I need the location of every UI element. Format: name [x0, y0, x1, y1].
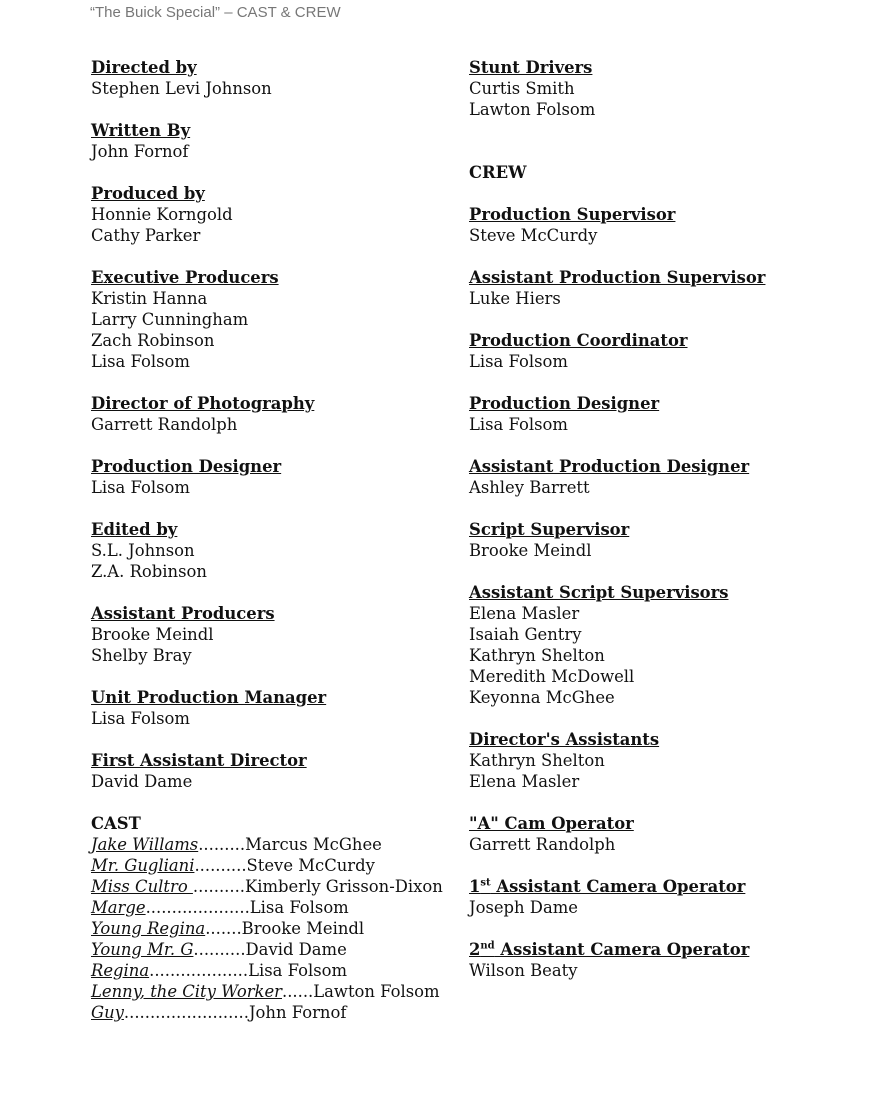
cast-entry — [91, 960, 451, 981]
cast-leader-dots: .......... — [192, 877, 246, 896]
heading-text: Assistant Camera Operator — [494, 940, 750, 959]
cast-leader-dots: ....... — [205, 919, 242, 938]
credit-heading: Unit Production Manager — [91, 688, 327, 707]
cast-role: Jake Willams — [91, 835, 199, 854]
cast-entry — [91, 834, 451, 855]
credit-name: Kathryn Shelton — [469, 646, 605, 665]
cast-role: Regina — [91, 961, 150, 980]
cast-actor: Marcus McGhee — [245, 835, 382, 854]
credit-produced-by — [91, 183, 451, 246]
cast-role: Young Regina — [91, 919, 206, 938]
cast-leader-dots: .................... — [145, 898, 250, 917]
credit-name: Stephen Levi Johnson — [91, 79, 272, 98]
cast-role: Lenny, the City Worker — [91, 982, 282, 1001]
credit-name: Joseph Dame — [469, 898, 578, 917]
cast-entry — [91, 876, 451, 897]
credit-name: Luke Hiers — [469, 289, 561, 308]
credit-first-assistant-director — [91, 750, 451, 792]
crew-heading-section — [469, 162, 869, 183]
cast-actor: Lisa Folsom — [248, 961, 348, 980]
right-column — [469, 57, 869, 1002]
cast-heading: CAST — [91, 814, 141, 833]
credit-name: Lisa Folsom — [91, 478, 190, 497]
credit-assistant-production-designer — [469, 456, 869, 498]
credit-heading: Written By — [91, 121, 191, 140]
credit-name: Brooke Meindl — [469, 541, 592, 560]
credit-heading: Production Designer — [91, 457, 282, 476]
credit-assistant-script-supervisors — [469, 582, 869, 708]
credit-name: Lisa Folsom — [469, 352, 568, 371]
document-header: “The Buick Special” – CAST & CREW — [90, 4, 341, 21]
credit-name: Ashley Barrett — [469, 478, 590, 497]
credit-heading: Production Coordinator — [469, 331, 688, 350]
ordinal-number: 1 — [469, 877, 481, 896]
cast-actor: Lawton Folsom — [313, 982, 440, 1001]
cast-actor: Kimberly Grisson-Dixon — [245, 877, 443, 896]
credit-director-of-photography — [91, 393, 451, 435]
credit-unit-production-manager — [91, 687, 451, 729]
credit-heading: Stunt Drivers — [469, 58, 593, 77]
credit-name: Steve McCurdy — [469, 226, 598, 245]
credit-name: Garrett Randolph — [469, 835, 616, 854]
credit-name: Wilson Beaty — [469, 961, 578, 980]
crew-heading: CREW — [469, 163, 527, 182]
cast-leader-dots: .......... — [194, 856, 247, 875]
cast-entry — [91, 981, 451, 1002]
cast-role: Miss Cultro — [91, 877, 193, 896]
credit-production-coordinator — [469, 330, 869, 372]
credit-directed-by — [91, 57, 451, 99]
credit-name: Lawton Folsom — [469, 100, 596, 119]
cast-actor: Brooke Meindl — [241, 919, 365, 938]
blank-line — [469, 141, 869, 162]
cast-entry — [91, 939, 451, 960]
credit-name: Brooke Meindl — [91, 625, 214, 644]
credit-heading — [469, 876, 869, 897]
credit-production-designer — [91, 456, 451, 498]
credit-name: S.L. Johnson — [91, 541, 195, 560]
credit-production-designer-crew — [469, 393, 869, 435]
credit-assistant-producers — [91, 603, 451, 666]
credit-heading: Production Supervisor — [469, 205, 676, 224]
credit-script-supervisor — [469, 519, 869, 561]
cast-actor: Lisa Folsom — [249, 898, 349, 917]
credit-name: Shelby Bray — [91, 646, 192, 665]
credit-name: Lisa Folsom — [469, 415, 568, 434]
credit-name: Kristin Hanna — [91, 289, 208, 308]
cast-role: Mr. Gugliani — [91, 856, 195, 875]
cast-actor: David Dame — [245, 940, 347, 959]
credit-name: Cathy Parker — [91, 226, 201, 245]
credit-heading: Director's Assistants — [469, 730, 660, 749]
credit-heading: Executive Producers — [91, 268, 279, 287]
credit-name: Curtis Smith — [469, 79, 575, 98]
cast-leader-dots: ...... — [282, 982, 314, 1001]
credit-name: Zach Robinson — [91, 331, 215, 350]
credit-name: Honnie Korngold — [91, 205, 233, 224]
credit-directors-assistants — [469, 729, 869, 792]
credit-heading: Assistant Producers — [91, 604, 275, 623]
credit-heading: Assistant Production Supervisor — [469, 268, 766, 287]
credit-heading: Production Designer — [469, 394, 660, 413]
credit-name: David Dame — [91, 772, 193, 791]
credit-name: Isaiah Gentry — [469, 625, 582, 644]
credit-name: Elena Masler — [469, 772, 580, 791]
credit-heading: "A" Cam Operator — [469, 814, 634, 833]
cast-actor: Steve McCurdy — [246, 856, 375, 875]
credit-written-by — [91, 120, 451, 162]
credit-heading: Script Supervisor — [469, 520, 630, 539]
credit-name: Lisa Folsom — [91, 709, 190, 728]
cast-leader-dots: ........................ — [123, 1003, 249, 1022]
credit-1st-assistant-camera-operator — [469, 876, 869, 918]
credit-name: Lisa Folsom — [91, 352, 190, 371]
cast-section — [91, 813, 451, 1023]
ordinal-suffix: nd — [480, 940, 495, 952]
credit-heading: Edited by — [91, 520, 178, 539]
cast-leader-dots: ......... — [198, 835, 246, 854]
credit-heading: Assistant Script Supervisors — [469, 583, 729, 602]
credit-production-supervisor — [469, 204, 869, 246]
credit-assistant-production-supervisor — [469, 267, 869, 309]
credit-edited-by — [91, 519, 451, 582]
cast-role: Guy — [91, 1003, 124, 1022]
cast-entry — [91, 855, 451, 876]
credit-heading: Directed by — [91, 58, 197, 77]
cast-entry — [91, 897, 451, 918]
cast-entry — [91, 1002, 451, 1023]
heading-text: Assistant Camera Operator — [490, 877, 746, 896]
credit-a-cam-operator — [469, 813, 869, 855]
cast-entry — [91, 918, 451, 939]
credit-name: Elena Masler — [469, 604, 580, 623]
cast-role: Marge — [91, 898, 146, 917]
ordinal-suffix: st — [480, 877, 491, 889]
cast-leader-dots: ................... — [149, 961, 249, 980]
credit-executive-producers — [91, 267, 451, 372]
credit-heading: First Assistant Director — [91, 751, 307, 770]
credit-2nd-assistant-camera-operator — [469, 939, 869, 981]
left-column — [91, 57, 451, 1044]
cast-leader-dots: .......... — [193, 940, 246, 959]
cast-actor: John Fornof — [248, 1003, 347, 1022]
credit-name: Keyonna McGhee — [469, 688, 615, 707]
credit-name: John Fornof — [91, 142, 189, 161]
credit-heading: Produced by — [91, 184, 205, 203]
cast-role: Young Mr. G — [91, 940, 194, 959]
ordinal-number: 2 — [469, 940, 481, 959]
credit-name: Z.A. Robinson — [91, 562, 207, 581]
credit-name: Kathryn Shelton — [469, 751, 605, 770]
credit-heading: Assistant Production Designer — [469, 457, 750, 476]
credit-name: Meredith McDowell — [469, 667, 635, 686]
credit-name: Garrett Randolph — [91, 415, 238, 434]
credit-stunt-drivers — [469, 57, 869, 120]
credit-heading — [469, 939, 869, 960]
credit-name: Larry Cunningham — [91, 310, 249, 329]
credit-heading: Director of Photography — [91, 394, 315, 413]
